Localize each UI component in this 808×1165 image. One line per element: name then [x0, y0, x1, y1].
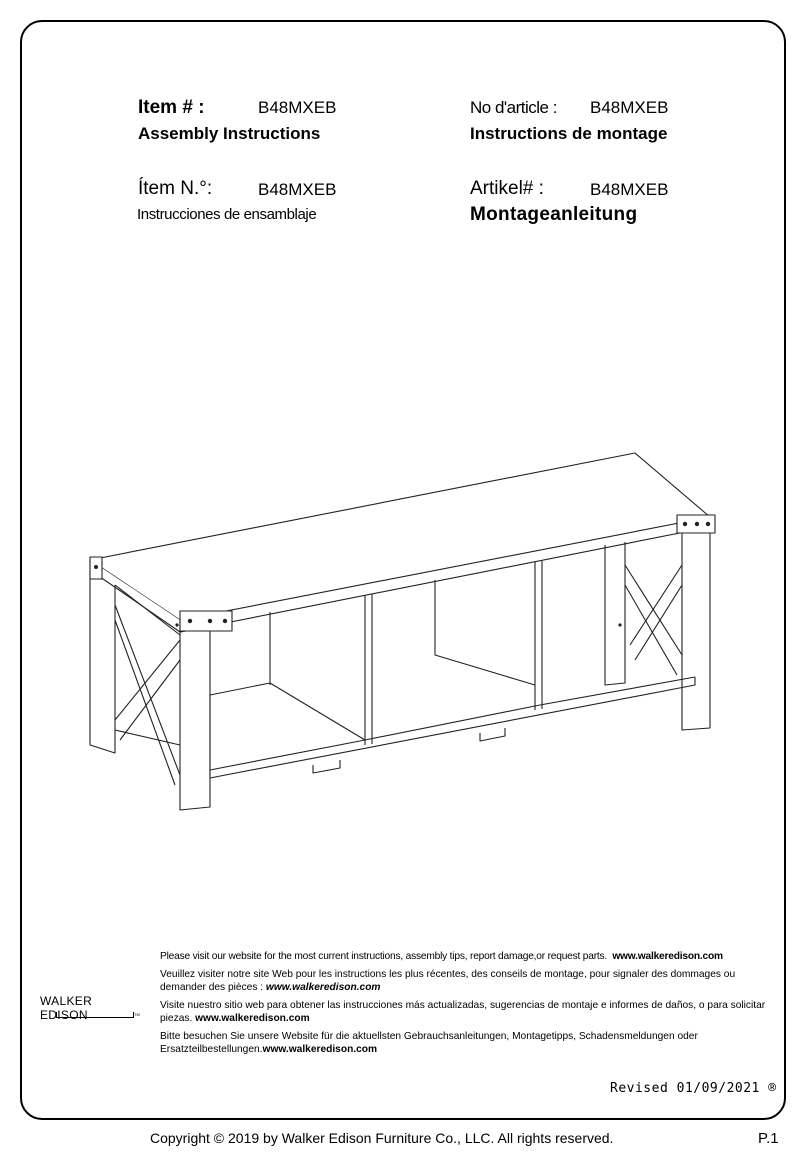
note-en — [160, 950, 766, 963]
logo-text: WALKER EDISON — [40, 994, 93, 1022]
item-label-en: Item # : — [138, 97, 205, 118]
page-number: P.1 — [758, 1130, 779, 1147]
logo-tm: TM — [134, 1012, 140, 1017]
website-notes — [160, 950, 766, 1061]
note-en-text: Please visit our website for the most current instructions, assembly tips, report damage,or request parts. — [160, 951, 608, 962]
note-es — [160, 999, 766, 1025]
item-code-es: B48MXEB — [258, 180, 337, 199]
title-de: Montageanleitung — [470, 204, 638, 225]
note-en-url[interactable]: www.walkeredison.com — [612, 951, 723, 962]
item-code-fr: B48MXEB — [590, 98, 669, 117]
note-fr — [160, 968, 766, 994]
title-es: Instrucciones de ensamblaje — [137, 206, 317, 223]
note-de — [160, 1030, 766, 1056]
item-code-de: B48MXEB — [590, 180, 669, 199]
logo-underline — [56, 1012, 134, 1018]
item-label-es: Ítem N.°: — [138, 178, 213, 199]
note-de-url[interactable]: www.walkeredison.com — [262, 1044, 378, 1055]
bench-illustration — [85, 445, 725, 825]
walker-edison-logo — [36, 992, 140, 1026]
title-en: Assembly Instructions — [138, 124, 321, 143]
item-label-de: Artikel# : — [470, 178, 544, 199]
note-es-url[interactable]: www.walkeredison.com — [195, 1013, 310, 1024]
note-fr-url[interactable]: www.walkeredison.com — [265, 982, 381, 993]
note-es-text: Visite nuestro sitio web para obtener las instrucciones más actualizadas, sugerencias de montaje e informes de daños, o para solicitar piezas. — [160, 1000, 766, 1024]
revision-date: Revised 01/09/2021 ® — [610, 1081, 777, 1096]
item-code-en: B48MXEB — [258, 98, 337, 117]
title-fr: Instructions de montage — [470, 124, 668, 143]
item-label-fr: No d'article : — [470, 98, 557, 117]
note-fr-text: Veuillez visiter notre site Web pour les instructions les plus récentes, des conseils de montage, pour signaler des dommages ou demander des pièces : — [160, 969, 736, 993]
note-de-text: Bitte besuchen Sie unsere Website für die aktuellsten Gebrauchsanleitungen, Montagetipps, Schadensmeldungen oder Ersatzteilbestellungen. — [160, 1031, 698, 1055]
copyright: Copyright © 2019 by Walker Edison Furniture Co., LLC. All rights reserved. — [150, 1130, 614, 1146]
